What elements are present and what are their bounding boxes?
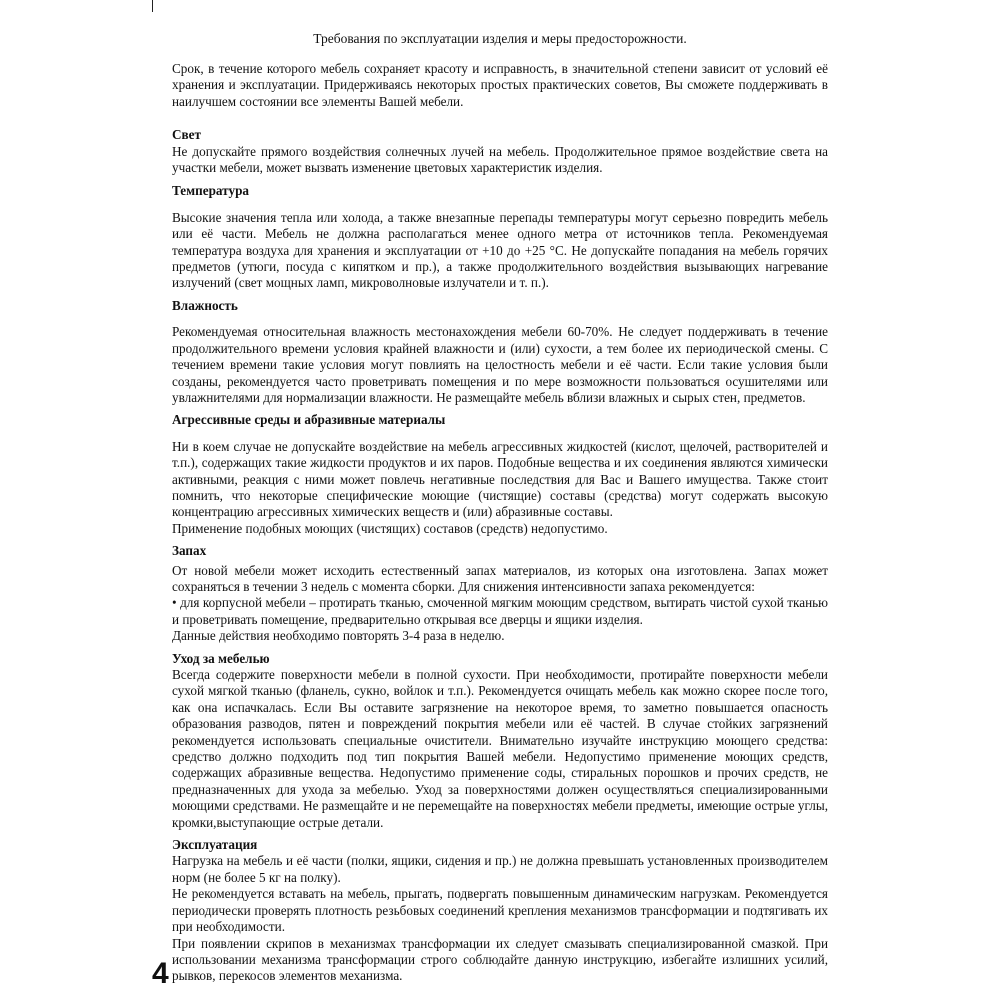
section-temperature [172, 183, 828, 291]
section-usage [172, 837, 828, 985]
document-title: Требования по эксплуатации изделия и меры предосторожности. [313, 31, 687, 46]
section-smell [172, 543, 828, 644]
section-heading: Влажность [172, 297, 238, 313]
section-heading: Эксплуатация [172, 837, 258, 853]
section-paragraph: Не допускайте прямого воздействия солнечных лучей на мебель. Продолжительное прямое воздействие света на участки мебели, может вызвать изменение цветовых характеристик изделия. [172, 143, 828, 176]
bullet-item: • для корпусной мебели – протирать тканью, смоченной мягким моющим средством, вытирать чистой сухой тканью и проветривать помещение, предварительно открывая все дверцы и ящики изделия. [172, 595, 828, 627]
section-paragraph: Нагрузка на мебель и её части (полки, ящики, сидения и пр.) не должна превышать установленных производителем норм (не более 5 кг на полку). [172, 853, 828, 885]
section-heading: Температура [172, 183, 249, 199]
section-heading: Уход за мебелью [172, 650, 270, 666]
section-humidity [172, 298, 828, 406]
section-heading: Агрессивные среды и абразивные материалы [172, 412, 446, 428]
section-paragraph: Ни в коем случае не допускайте воздействие на мебель агрессивных жидкостей (кислот, щелочей, растворителей и т.п.), содержащих такие жидкости продуктов и их паров. Подобные вещества и их соединения являются химически активными, реакция с ними может повлечь негативные последствия для Вас и Вашего имущества. Также стоит помнить, что некоторые специфические моющие (чистящие) составы (средства) могут содержать высокую концентрацию агрессивных химических веществ и (или) абразивные составы. [172, 438, 828, 520]
section-paragraph: При появлении скрипов в механизмах трансформации их следует смазывать специализированной смазкой. При использовании механизма трансформации строго соблюдайте данную инструкцию, избегайте излишних усилий, рывков, перекосов элементов механизма. [172, 935, 828, 984]
section-care [172, 651, 828, 831]
section-paragraph: Не рекомендуется вставать на мебель, прыгать, подвергать повышенным динамическим нагрузкам. Рекомендуется периодически проверять плотность резьбовых соединений крепления механизмов трансформации и подтягивать их при необходимости. [172, 886, 828, 935]
section-paragraph: Данные действия необходимо повторять 3-4 раза в неделю. [172, 628, 505, 644]
section-heading: Свет [172, 127, 201, 143]
section-heading: Запах [172, 543, 207, 559]
document-body [172, 61, 828, 985]
section-paragraph: От новой мебели может исходить естественный запах материалов, из которых она изготовлена. Запах может сохраняться в течении 3 недель с момента сборки. Для снижения интенсивности запаха рекомендуется: [172, 562, 828, 594]
section-aggressive-media [172, 412, 828, 537]
section-paragraph: Рекомендуемая относительная влажность местонахождения мебели 60-70%. Не следует поддерживать в течение продолжительного времени условия крайней влажности и (или) сухости, а тем более их периодической смены. С течением времени такие условия могут повлиять на целостность мебели и её части. Если такие условия были созданы, рекомендуется часто проветривать помещения и по мере возможности пользоваться осушителями или увлажнителями для нормализации влажности. Не размещайте мебель вблизи влажных и сырых стен, предметов. [172, 324, 828, 405]
section-light [172, 127, 828, 176]
section-paragraph: Всегда содержите поверхности мебели в полной сухости. При необходимости, протирайте поверхности мебели сухой мягкой тканью (фланель, сукно, войлок и т.п.). Рекомендуется очищать мебель как можно скорее после того, как она испачкалась. Если Вы оставите загрязнение на некоторое время, то заметно повышается опасность образования разводов, пятен и повреждений покрытия мебели или её частей. В случае стойких загрязнений рекомендуется использовать специальные очистители. Внимательно изучайте инструкцию моющего средства: средство должно подходить под тип покрытия Вашей мебели. Недопустимо применение моющих средств, содержащих абразивные вещества. Недопустимо применение соды, стиральных порошков и прочих средств, не предназначенных для ухода за мебелью. Уход за поверхностями должен осуществляться специализированными моющими средствами. Не размещайте и не перемещайте на поверхностях мебели предметы, имеющие острые углы, кромки,выступающие острые детали. [172, 667, 828, 830]
section-paragraph: Высокие значения тепла или холода, а также внезапные перепады температуры могут серьезно повредить мебель или её части. Мебель не должна располагаться менее одного метра от источников тепла. Рекомендуемая температура воздуха для хранения и эксплуатации от +10 до +25 °С. Не допускайте попадания на мебель горячих предметов (утюги, посуда с кипятком и пр.), а также продолжительного воздействия вызывающих нагревание излучений (свет мощных ламп, микроволновые излучатели и т. п.). [172, 209, 828, 291]
page-number: 4 [152, 957, 169, 990]
page-edge-line [152, 0, 153, 12]
intro-paragraph: Срок, в течение которого мебель сохраняет красоту и исправность, в значительной степени зависит от условий её хранения и эксплуатации. Придерживаясь некоторых простых практических советов, Вы сможете поддерживать в наилучшем состоянии все элементы Вашей мебели. [172, 61, 828, 109]
section-paragraph: Применение подобных моющих (чистящих) составов (средств) недопустимо. [172, 520, 608, 536]
